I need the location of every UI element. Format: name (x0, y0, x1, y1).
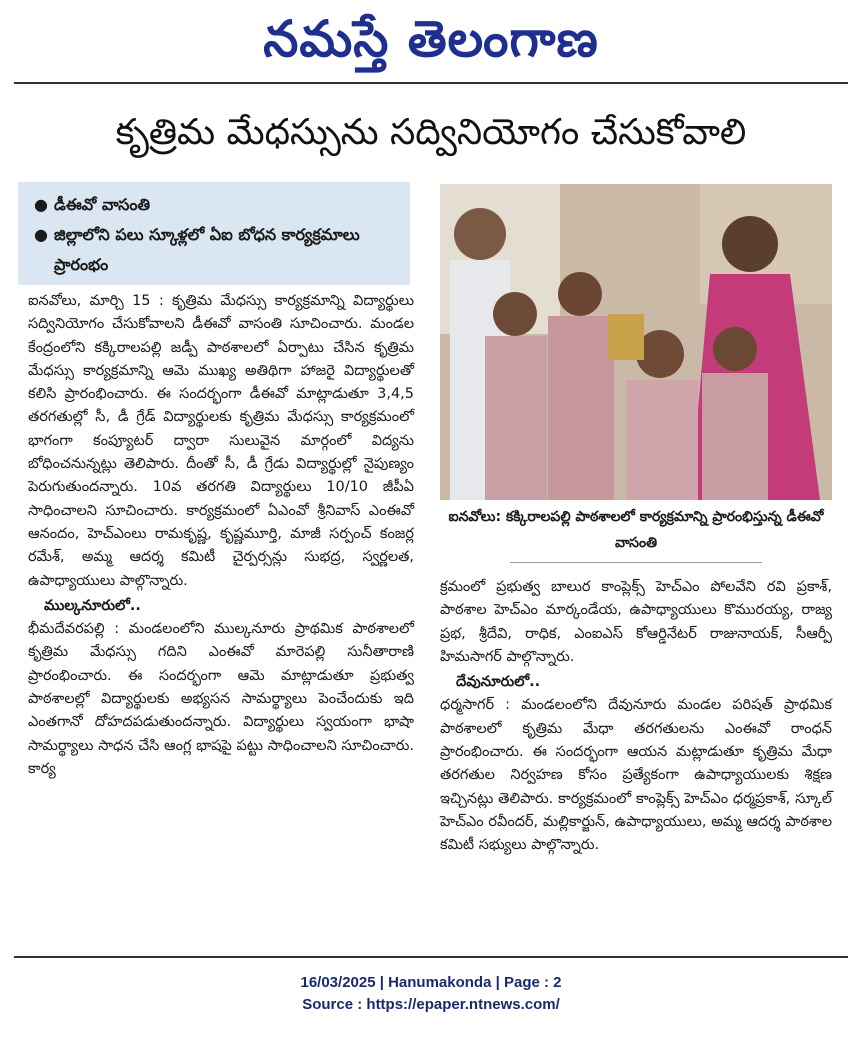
highlight-item: ● జిల్లాలోని పలు స్కూళ్లలో ఏఐ బోధన కార్యక్రమాలు ప్రారంభం (32, 220, 410, 280)
highlights-box (18, 182, 410, 285)
paragraph: ఐనవోలు, మార్చి 15 : కృత్రిమ మేధస్సు కార్యక్రమాన్ని విద్యార్థులు సద్వినియోగం చేసుకోవాలని డీఈవో వాసంతి సూచించారు. మండల కేంద్రంలోని కక్కిరాలపల్లి జడ్పీ పాఠశాలలో ఏర్పాటు చేసిన కృత్రిమ మేధస్సు కార్యక్రమాన్ని ఆమె ముఖ్య అతిథిగా హాజరై విద్యార్థులతో కలిసి ప్రారంభించారు. ఈ సందర్భంగా డీఈవో మాట్లాడుతూ 3,4,5 తరగతుల్లో సీ, డీ గ్రేడ్ విద్యార్థులకు కృత్రిమ మేధస్సు కార్యక్రమంలో భాగంగా కంప్యూటర్ ద్వారా సులువైన మార్గంలో విద్యను బోధించనున్నట్లు తెలిపారు. దీంతో సీ, డీ గ్రేడు విద్యార్థుల్లో నైపుణ్యం పెరుగుతుందన్నారు. 10వ తరగతి విద్యార్థులు 10/10 జీపీఏ సాధించాలని సూచించారు. కార్యక్రమంలో ఏఎంవో శ్రీనివాస్ ఎంఈవో ఆనందం, హెచ్ఎంలు రామకృష్ణ, కృష్ణమూర్తి, మాజీ సర్పంచ్ కంజర్ల రమేశ్, అమ్మ ఆదర్శ కమిటీ చైర్పర్సన్లు సుభద్ర, స్వర్ణలత, ఉపాధ్యాయులు పాల్గొన్నారు. (28, 293, 414, 589)
bullet-icon: ● (34, 195, 48, 214)
masthead-logo: నమస్తే తెలంగాణ (263, 9, 599, 68)
article-photo (440, 184, 832, 500)
footer-source-link[interactable]: Source : https://epaper.ntnews.com/ (302, 996, 560, 1013)
photo-caption: ఐనవోలు: కక్కిరాలపల్లి పాఠశాలలో కార్యక్రమాన్ని ప్రారంభిస్తున్న డీఈవో వాసంతి (440, 504, 832, 563)
paragraph: ధర్మసాగర్ : మండలంలోని దేవునూరు మండల పరిషత్ ప్రాథమిక పాఠశాలలో కృత్రిమ మేధా తరగతులను ఎంఈవో రాంధన్ ప్రారంభించారు. ఈ సందర్భంగా ఆయన మట్లాడుతూ కృత్రిమ మేధా తరగతుల నిర్వహణ కోసం ప్రత్యేకంగా ఉపాధ్యాయులకు శిక్షణ ఇచ్చినట్లు తెలిపారు. కార్యక్రమంలో కాంప్లెక్స్ హెచ్ఎం ధర్మప్రకాశ్, స్కూల్ హెచ్ఎం రవీందర్, మల్లికార్జున్, ఉపాధ్యాయులు, అమ్మ ఆదర్శ పాఠశాల కమిటీ సభ్యులు పాల్గొన్నారు. (440, 697, 832, 854)
article-column-right (440, 576, 832, 858)
paragraph: భీమదేవరపల్లి : మండలంలోని ముల్కనూరు ప్రాథమిక పాఠశాలలో కృత్రిమ మేధస్సు గదిని ఎంఈవో మారెపల్లి సునీతారాణి ప్రారంభించారు. ఈ సందర్భంగా ఆమె మాట్లాడుతూ ప్రభుత్వ పాఠశాలల్లో విద్యార్థులకు అభ్యసన సామర్థ్యాలు పెంచేందుకు ఇది ఎంతగానో దోహదపడుతుందన్నారు. విద్యార్థులు స్వయంగా భాషా సామర్థ్యాలు సాధన చేసి ఆంగ్ల భాషపై పట్టు సాధించాలని సూచించారు. కార్య (28, 621, 414, 777)
subheading: ముల్కనూరులో.. (44, 597, 141, 614)
article-headline: కృత్రిమ మేధస్సును సద్వినియోగం చేసుకోవాలి (115, 112, 747, 153)
page-footer (0, 972, 862, 1016)
highlight-item: ● డీఈవో వాసంతి (32, 190, 410, 220)
top-divider (14, 82, 848, 84)
bullet-icon: ● (34, 225, 48, 244)
subheading: దేవునూరులో.. (456, 674, 541, 691)
footer-date-line: 16/03/2025 | Hanumakonda | Page : 2 (300, 974, 562, 991)
article-column-left (28, 290, 414, 781)
paragraph: క్రమంలో ప్రభుత్వ బాలుర కాంప్లెక్స్ హెచ్ఎం పోలవేని రవి ప్రకాశ్, పాఠశాల హెచ్ఎం మార్కండేయ, ఉపాధ్యాయులు కొమురయ్య, రాజ్య ప్రభ, శ్రీదేవి, రాధిక, ఎంఐఎస్ కోఆర్డినేటర్ రాజునాయక్, సీఆర్పీ హిమసాగర్ పాల్గొన్నారు. (440, 579, 832, 665)
bottom-divider (14, 956, 848, 958)
caption-divider (510, 562, 762, 563)
